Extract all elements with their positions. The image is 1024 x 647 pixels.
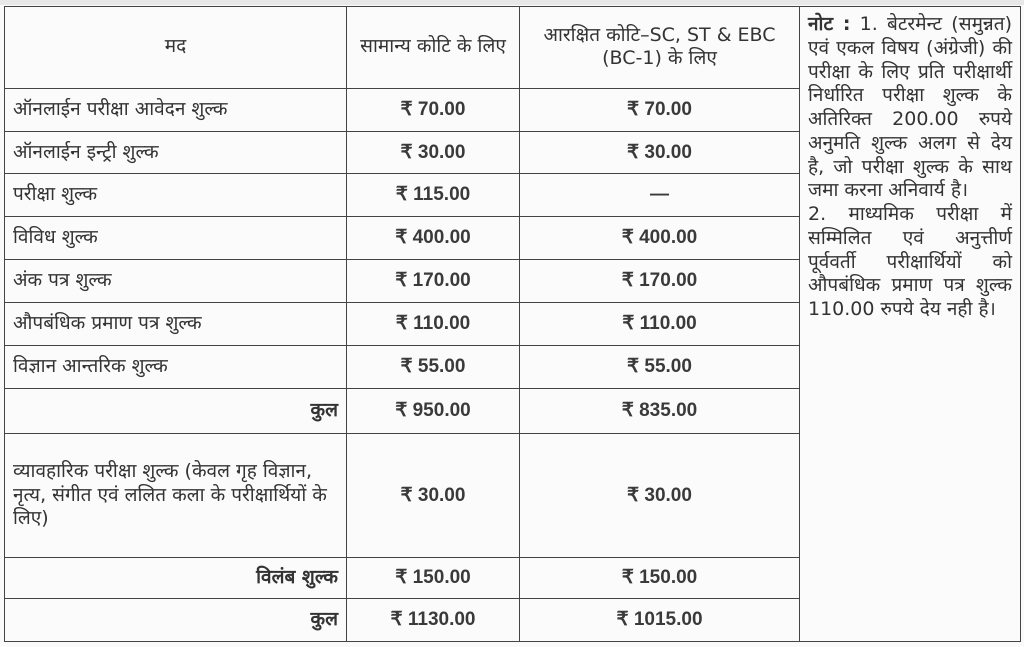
note-heading: नोट : — [808, 13, 851, 35]
row-reserved: ₹ 55.00 — [520, 345, 800, 388]
note-point-2: 2. माध्यमिक परीक्षा में सम्मिलित एवं अनुत्तीर्ण पूर्ववर्ती परीक्षार्थियों को औपबंधिक प्रमाण पत्र शुल्क 110.00 रुपये देय नही है। — [808, 203, 1012, 320]
row-label: औपबंधिक प्रमाण पत्र शुल्क — [5, 303, 347, 346]
row-label: विज्ञान आन्तरिक शुल्क — [5, 345, 347, 388]
row-reserved: ₹ 170.00 — [520, 260, 800, 303]
late-fee-reserved: ₹ 150.00 — [520, 558, 800, 599]
row-general: ₹ 400.00 — [347, 217, 520, 260]
grand-total-general: ₹ 1130.00 — [347, 599, 520, 642]
row-label: ऑनलाईन परीक्षा आवेदन शुल्क — [5, 88, 347, 131]
fee-table — [4, 6, 1021, 642]
note-point-1: 1. बेटरमेन्ट (समुन्नत) एवं एकल विषय (अंग्रेजी) की परीक्षा के लिए प्रति परीक्षार्थी निर्धारित परीक्षा शुल्क के अतिरिक्त 200.00 रुपये अनुमति शुल्क अलग से देय है, जो परीक्षा शुल्क के साथ जमा करना अनिवार्य है। — [808, 13, 1012, 202]
top-edge — [0, 0, 1024, 5]
total-label: कुल — [5, 388, 347, 433]
total-general: ₹ 950.00 — [347, 388, 520, 433]
row-reserved: ₹ 400.00 — [520, 217, 800, 260]
header-item: मद — [5, 7, 347, 89]
row-general: ₹ 115.00 — [347, 174, 520, 217]
header-general: सामान्य कोटि के लिए — [347, 7, 520, 89]
row-general: ₹ 110.00 — [347, 303, 520, 346]
late-fee-label: विलंब शुल्क — [5, 558, 347, 599]
row-general: ₹ 170.00 — [347, 260, 520, 303]
practical-label: व्यावहारिक परीक्षा शुल्क (केवल गृह विज्ञान, नृत्य, संगीत एवं ललित कला के परीक्षार्थियों के लिए) — [5, 433, 347, 558]
row-general: ₹ 70.00 — [347, 88, 520, 131]
note-cell — [800, 7, 1021, 642]
total-reserved: ₹ 835.00 — [520, 388, 800, 433]
row-general: ₹ 55.00 — [347, 345, 520, 388]
header-row — [5, 7, 1021, 89]
grand-total-label: कुल — [5, 599, 347, 642]
row-label: ऑनलाईन इन्ट्री शुल्क — [5, 131, 347, 174]
row-label: परीक्षा शुल्क — [5, 174, 347, 217]
row-reserved: ₹ 110.00 — [520, 303, 800, 346]
row-reserved: — — [520, 174, 800, 217]
grand-total-reserved: ₹ 1015.00 — [520, 599, 800, 642]
practical-general: ₹ 30.00 — [347, 433, 520, 558]
practical-reserved: ₹ 30.00 — [520, 433, 800, 558]
row-reserved: ₹ 30.00 — [520, 131, 800, 174]
row-general: ₹ 30.00 — [347, 131, 520, 174]
late-fee-general: ₹ 150.00 — [347, 558, 520, 599]
row-label: विविध शुल्क — [5, 217, 347, 260]
header-reserved: आरक्षित कोटि–SC, ST & EBC (BC-1) के लिए — [520, 7, 800, 89]
row-label: अंक पत्र शुल्क — [5, 260, 347, 303]
row-reserved: ₹ 70.00 — [520, 88, 800, 131]
